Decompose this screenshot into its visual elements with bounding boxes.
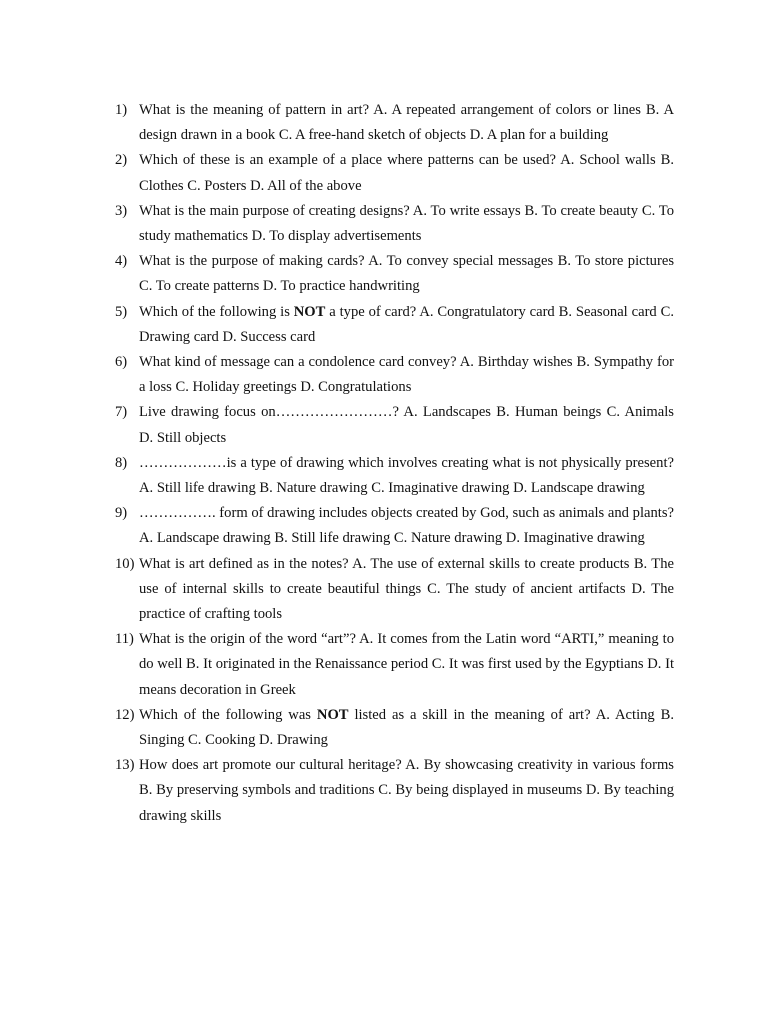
question-text-segment: What is the origin of the word “art”? A. It comes from the Latin word “ARTI,” meaning to do well B. It originated in the Renaissance period C. It was first used by the Egyptians D. It means decoration in Greek xyxy=(139,631,674,698)
question-text xyxy=(139,707,674,748)
question-item xyxy=(115,451,674,501)
question-number: 5) xyxy=(115,303,128,320)
question-number: 13) xyxy=(115,757,135,774)
question-text-segment: ………………is a type of drawing which involves creating what is not physically present? A. Still life drawing B. Nature drawing C. Imaginative drawing D. Landscape drawing xyxy=(139,454,674,497)
question-item xyxy=(115,703,674,753)
question-text-segment: What is the purpose of making cards? A. To convey special messages B. To store pictures C. To create patterns D. To practice handwriting xyxy=(139,253,674,295)
question-text xyxy=(139,404,674,445)
question-item xyxy=(115,249,674,299)
question-text xyxy=(139,757,674,823)
question-text-segment: Which of these is an example of a place where patterns can be used? A. School walls B. Clothes C. Posters D. All of the above xyxy=(139,152,674,194)
question-text xyxy=(139,253,674,294)
question-number: 1) xyxy=(115,102,128,118)
question-item xyxy=(115,350,674,400)
question-item xyxy=(115,400,674,450)
question-item xyxy=(115,627,674,703)
question-number: 12) xyxy=(115,706,135,723)
question-item xyxy=(115,148,674,198)
question-number: 2) xyxy=(115,152,128,169)
question-text xyxy=(139,203,674,244)
question-text-segment: Which of the following was xyxy=(139,706,317,723)
question-item xyxy=(115,501,674,551)
question-text xyxy=(139,455,674,496)
question-number: 7) xyxy=(115,404,128,421)
question-item xyxy=(115,753,674,829)
question-text-segment: Live drawing focus on……………………? A. Landscapes B. Human beings C. Animals D. Still objects xyxy=(139,404,674,446)
question-text xyxy=(139,505,674,546)
question-text-segment: a type of card? A. Congratulatory card B. Seasonal card C. Drawing card D. Success card xyxy=(139,303,674,345)
question-number: 3) xyxy=(115,202,128,219)
emphasis-text: NOT xyxy=(293,303,326,320)
question-text xyxy=(139,304,674,345)
question-list xyxy=(115,98,674,829)
question-text-segment: What is the main purpose of creating designs? A. To write essays B. To create beauty C. To study mathematics D. To display advertisements xyxy=(139,202,674,245)
question-number: 10) xyxy=(115,555,135,572)
question-text-segment: What is art defined as in the notes? A. The use of external skills to create products B. The use of internal skills to create beautiful things C. The study of ancient artifacts D. The practice of crafting tools xyxy=(139,555,674,623)
question-number: 6) xyxy=(115,354,128,371)
question-text xyxy=(139,102,674,143)
emphasis-text: NOT xyxy=(316,706,349,723)
question-number: 11) xyxy=(115,631,134,648)
question-number: 8) xyxy=(115,454,128,471)
question-item xyxy=(115,98,674,148)
question-item xyxy=(115,300,674,350)
question-text xyxy=(139,354,674,395)
question-text xyxy=(139,631,674,697)
question-item xyxy=(115,552,674,628)
question-text-segment: What is the meaning of pattern in art? A. A repeated arrangement of colors or lines B. A design drawn in a book C. A free-hand sketch of objects D. A plan for a building xyxy=(139,102,674,144)
question-text-segment: How does art promote our cultural heritage? A. By showcasing creativity in various forms B. By preserving symbols and traditions C. By being displayed in museums D. By teaching drawing skills xyxy=(139,757,674,824)
question-text-segment: Which of the following is xyxy=(139,303,294,320)
question-text xyxy=(139,556,674,622)
question-text-segment: What kind of message can a condolence card convey? A. Birthday wishes B. Sympathy for a loss C. Holiday greetings D. Congratulations xyxy=(139,354,674,396)
question-text-segment: listed as a skill in the meaning of art? A. Acting B. Singing C. Cooking D. Drawing xyxy=(139,706,675,749)
question-number: 9) xyxy=(115,505,128,522)
question-number: 4) xyxy=(115,253,128,270)
question-item xyxy=(115,199,674,249)
question-text-segment: ……………. form of drawing includes objects created by God, such as animals and plants? A. Landscape drawing B. Still life drawing C. Nature drawing D. Imaginative drawing xyxy=(139,505,674,547)
question-text xyxy=(139,152,674,193)
